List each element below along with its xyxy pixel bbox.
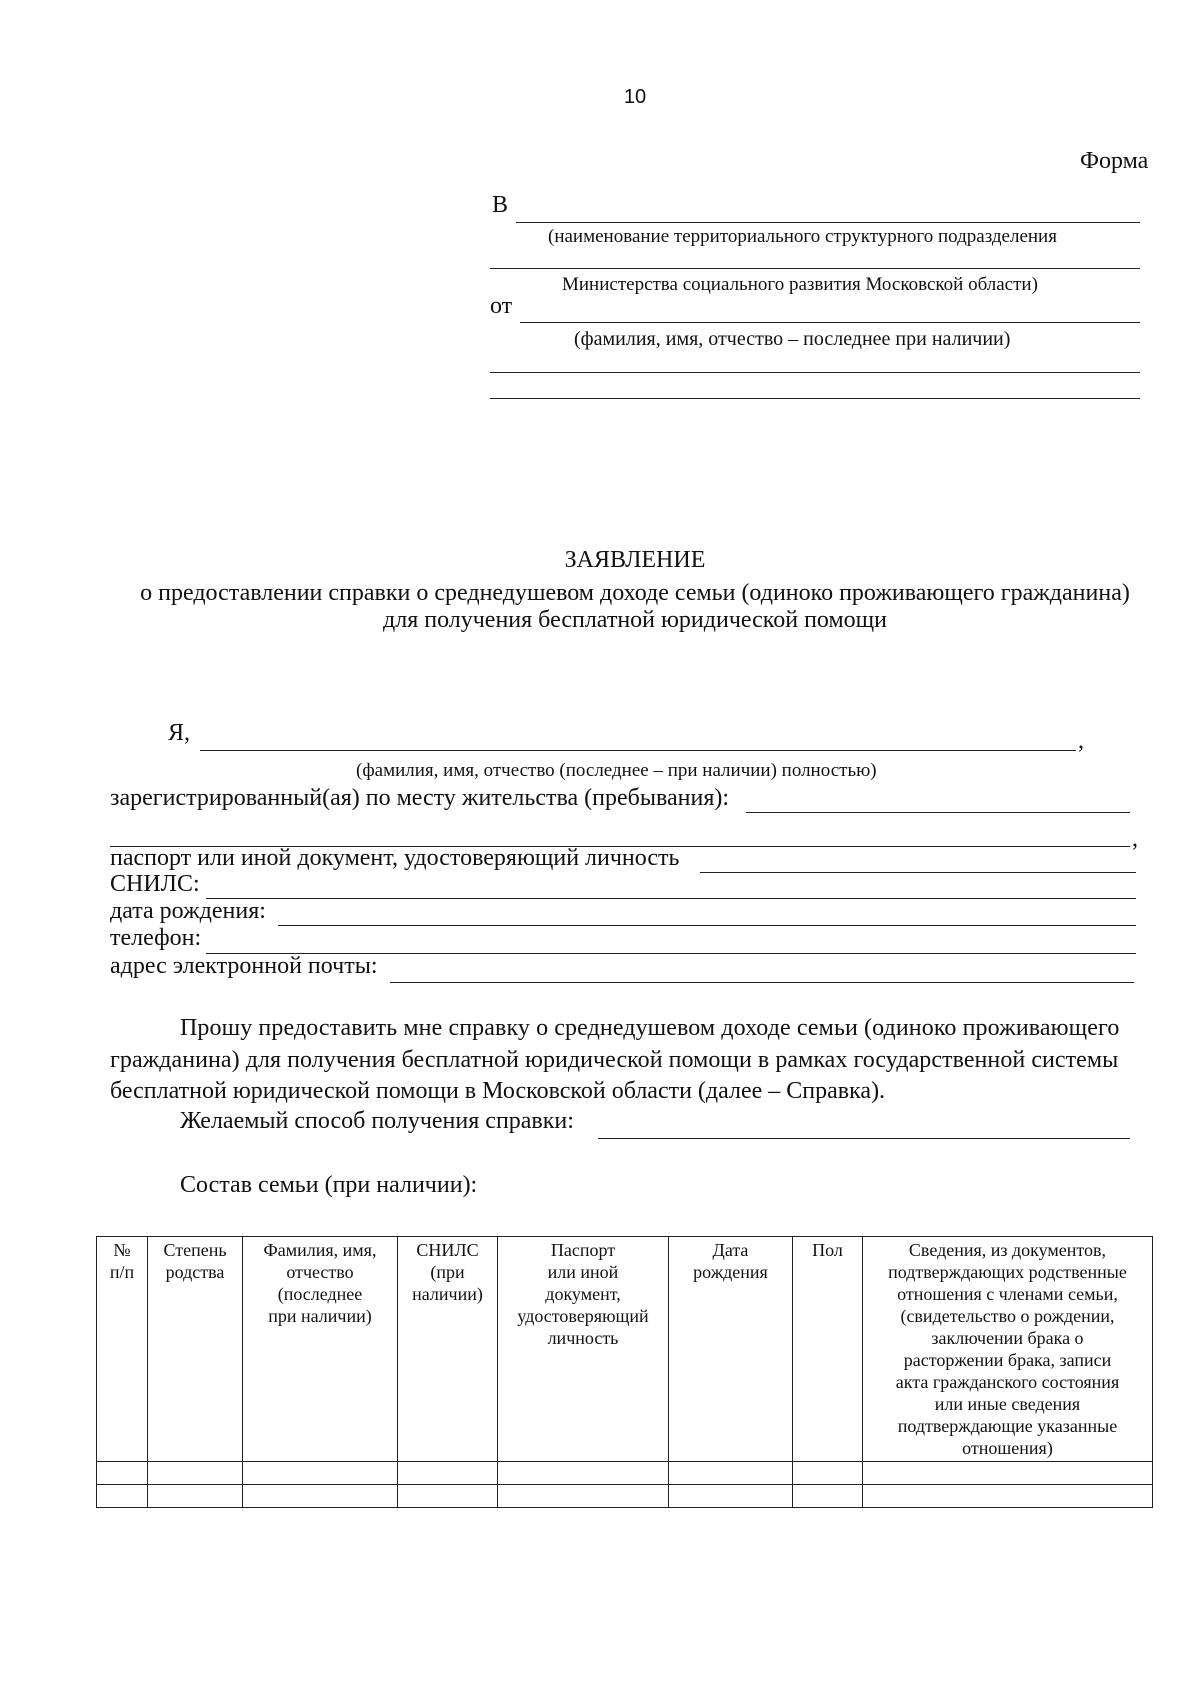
table-cell[interactable]	[498, 1485, 669, 1508]
table-cell[interactable]	[793, 1485, 863, 1508]
comma-1: ,	[1078, 728, 1084, 754]
col-sex-header: Пол	[793, 1237, 863, 1462]
phone-label: телефон:	[110, 925, 202, 951]
col-number-header: № п/п	[97, 1237, 148, 1462]
to-field-line-2[interactable]	[490, 268, 1140, 269]
table-cell[interactable]	[669, 1485, 793, 1508]
col-snils-header: СНИЛС (при наличии)	[398, 1237, 498, 1462]
request-line-2: гражданина) для получения бесплатной юридической помощи в рамках государственной системы	[110, 1047, 1119, 1073]
table-cell[interactable]	[148, 1462, 243, 1485]
email-field[interactable]	[390, 982, 1134, 983]
name-note: (фамилия, имя, отчество (последнее – при наличии) полностью)	[356, 760, 877, 781]
table-cell[interactable]	[97, 1485, 148, 1508]
request-line-1: Прошу предоставить мне справку о среднедушевом доходе семьи (одиноко проживающего	[180, 1015, 1120, 1041]
table-cell[interactable]	[148, 1485, 243, 1508]
document-subtitle-1: о предоставлении справки о среднедушевом доходе семьи (одиноко проживающего гражданина)	[140, 580, 1130, 606]
document-heading: ЗАЯВЛЕНИЕ	[564, 547, 706, 573]
from-field-line-2[interactable]	[490, 372, 1140, 373]
registered-field[interactable]	[746, 812, 1130, 813]
to-prefix: В	[492, 192, 509, 218]
table-cell[interactable]	[243, 1462, 398, 1485]
document-subtitle-2: для получения бесплатной юридической помощи	[383, 607, 887, 633]
table-cell[interactable]	[498, 1462, 669, 1485]
birth-date-field[interactable]	[278, 925, 1136, 926]
snils-field[interactable]	[206, 898, 1136, 899]
from-note: (фамилия, имя, отчество – последнее при наличии)	[574, 328, 1011, 350]
table-cell[interactable]	[97, 1462, 148, 1485]
col-relation-header: Степень родства	[148, 1237, 243, 1462]
to-field-line[interactable]	[516, 222, 1140, 223]
table-cell[interactable]	[243, 1485, 398, 1508]
table-cell[interactable]	[398, 1485, 498, 1508]
family-label: Состав семьи (при наличии):	[180, 1172, 478, 1198]
col-birthdate-header: Дата рождения	[669, 1237, 793, 1462]
method-field[interactable]	[598, 1138, 1130, 1139]
table-cell[interactable]	[863, 1485, 1153, 1508]
birth-date-label: дата рождения:	[110, 898, 266, 924]
request-line-3: бесплатной юридической помощи в Московской области (далее – Справка).	[110, 1078, 886, 1104]
page-number: 10	[623, 86, 647, 108]
registered-label: зарегистрированный(ая) по месту жительства (пребывания):	[110, 785, 730, 811]
from-prefix: от	[490, 293, 513, 319]
comma-2: ,	[1132, 826, 1138, 852]
family-table-header-row	[97, 1237, 1153, 1462]
method-label: Желаемый способ получения справки:	[180, 1108, 574, 1134]
to-note-1: (наименование территориального структурного подразделения	[548, 226, 1057, 247]
table-row	[97, 1462, 1153, 1485]
table-cell[interactable]	[863, 1462, 1153, 1485]
table-row	[97, 1485, 1153, 1508]
table-cell[interactable]	[669, 1462, 793, 1485]
col-docs-header: Сведения, из документов, подтверждающих родственные отношения с членами семьи, (свидетельство о рождении, заключении брака о расторжении брака, записи акта гражданского состояния или иные сведения подтверждающие указанные отношения)	[863, 1237, 1153, 1462]
col-name-header: Фамилия, имя, отчество (последнее при наличии)	[243, 1237, 398, 1462]
email-label: адрес электронной почты:	[110, 953, 378, 979]
full-name-field[interactable]	[200, 750, 1076, 751]
family-table	[96, 1236, 1153, 1508]
i-label: Я,	[168, 720, 191, 746]
snils-label: СНИЛС:	[110, 871, 200, 897]
to-note-2: Министерства социального развития Московской области)	[562, 274, 1038, 295]
from-field-line-3[interactable]	[490, 398, 1140, 399]
col-passport-header: Паспорт или иной документ, удостоверяющий личность	[498, 1237, 669, 1462]
form-label: Форма	[1080, 148, 1149, 174]
passport-label: паспорт или иной документ, удостоверяющий личность	[110, 845, 680, 871]
passport-field[interactable]	[700, 872, 1136, 873]
from-field-line[interactable]	[520, 322, 1140, 323]
table-cell[interactable]	[398, 1462, 498, 1485]
table-cell[interactable]	[793, 1462, 863, 1485]
